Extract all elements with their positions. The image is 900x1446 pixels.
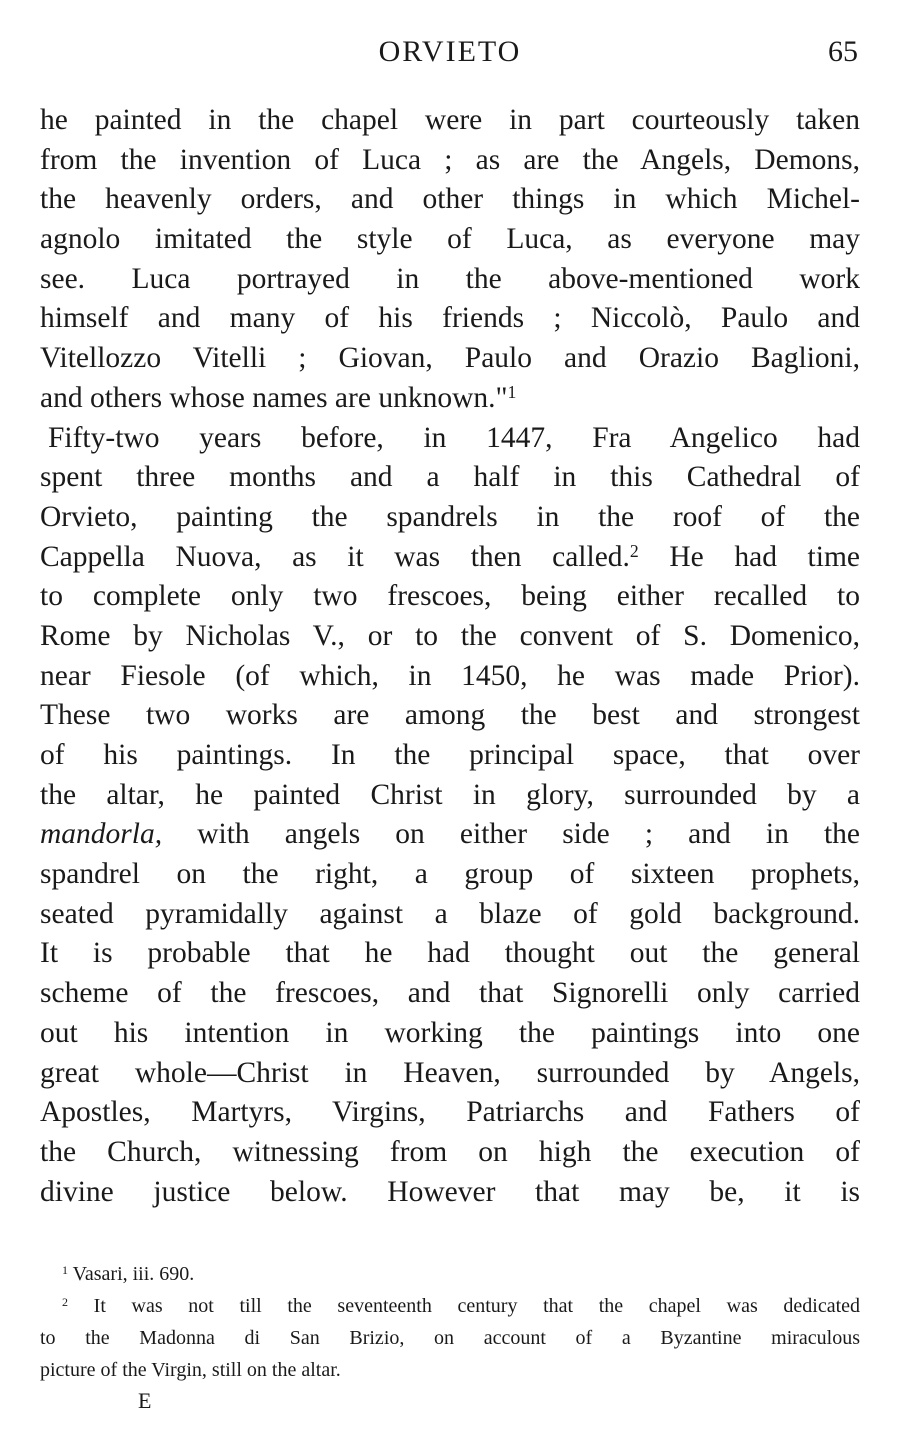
text-line: the heavenly orders, and other things in which Michel- (40, 183, 860, 216)
text-line: see. Luca portrayed in the above-mentioned work (40, 262, 860, 295)
footnote-ref: 2 (629, 540, 639, 561)
text-line-content: and others whose names are unknown." (40, 381, 508, 414)
text-line-tail: with angels on either side ; and in the (197, 818, 860, 851)
footnote-marker: 1 (62, 1263, 68, 1277)
text-line: Apostles, Martyrs, Virgins, Patriarchs and Fathers of (40, 1096, 860, 1129)
footnote-text: It was not till the seventeenth century that the chapel was dedicated (93, 1295, 861, 1317)
text-line (40, 815, 860, 855)
footnote-ref: 1 (507, 381, 517, 402)
signature-mark: E (138, 1388, 152, 1413)
page-number: 65 (828, 35, 858, 68)
text-line: to complete only two frescoes, being either recalled to (40, 580, 860, 613)
footnote-2 (40, 1290, 860, 1322)
text-line: scheme of the frescoes, and that Signorelli only carried (40, 977, 860, 1010)
footnote-1 (40, 1258, 860, 1290)
text-line: divine justice below. However that may be, it is (40, 1175, 860, 1208)
text-line: great whole—Christ in Heaven, surrounded by Angels, (40, 1056, 860, 1089)
running-title: ORVIETO (378, 35, 522, 68)
text-line: himself and many of his friends ; Niccolò, Paulo and (40, 302, 860, 335)
text-line: agnolo imitated the style of Luca, as everyone may (40, 223, 860, 256)
text-line: near Fiesole (of which, in 1450, he was made Prior). (40, 659, 860, 692)
text-line: spent three months and a half in this Cathedral of (40, 461, 860, 494)
footnote-text: Vasari, iii. 690. (72, 1263, 195, 1285)
body-text (40, 101, 860, 1212)
text-line: seated pyramidally against a blaze of gold background. (40, 897, 860, 930)
text-line: from the invention of Luca ; as are the Angels, Demons, (40, 143, 860, 176)
text-line: the altar, he painted Christ in glory, surrounded by a (40, 778, 860, 811)
text-line: It is probable that he had thought out the general (40, 937, 860, 970)
text-line: of his paintings. In the principal space, that over (40, 739, 860, 771)
text-line-content: Cappella Nuova, as it was then called. (40, 540, 630, 573)
italic-term: mandorla, (40, 818, 163, 851)
text-line: These two works are among the best and strongest (40, 699, 860, 732)
text-line (40, 538, 860, 578)
text-line: Vitellozzo Vitelli ; Giovan, Paulo and Orazio Baglioni, (40, 342, 860, 375)
text-line: he painted in the chapel were in part courteously taken (40, 104, 860, 136)
text-line: Rome by Nicholas V., or to the convent of S. Domenico, (40, 619, 860, 652)
footnote-marker: 2 (62, 1295, 68, 1309)
text-line (40, 379, 860, 419)
text-line-tail: He had time (669, 540, 860, 573)
text-line: Fifty-two years before, in 1447, Fra Angelico had (48, 421, 860, 454)
text-line: out his intention in working the paintings into one (40, 1016, 860, 1049)
text-line: spandrel on the right, a group of sixteen prophets, (40, 858, 860, 891)
footnotes (40, 1258, 860, 1386)
text-line: the Church, witnessing from on high the execution of (40, 1135, 860, 1168)
running-head (0, 30, 900, 74)
footnote-2-line: to the Madonna di San Brizio, on account of a Byzantine miraculous (40, 1327, 860, 1349)
footnote-2-line: picture of the Virgin, still on the altar. (40, 1359, 341, 1381)
text-line: Orvieto, painting the spandrels in the roof of the (40, 500, 860, 533)
